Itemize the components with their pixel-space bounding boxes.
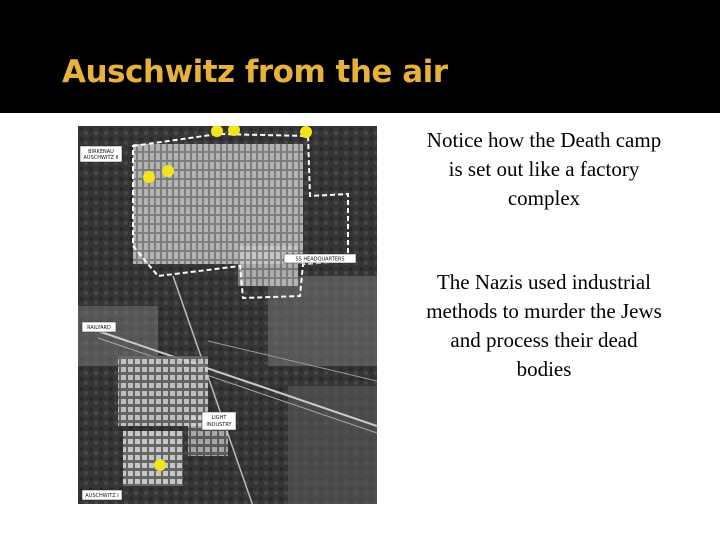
svg-text:INDUSTRY: INDUSTRY: [206, 422, 232, 428]
caption-industrial-methods: The Nazis used industrial methods to murder the Jews and process their dead bodies: [426, 270, 662, 381]
caption-factory-layout: Notice how the Death camp is set out like a factory complex: [426, 128, 662, 210]
svg-text:LIGHT: LIGHT: [211, 415, 227, 421]
label-auschwitz-i: [82, 490, 122, 500]
marker-dot: [162, 165, 174, 177]
marker-dot: [154, 459, 166, 471]
title-bar: [0, 0, 720, 113]
slide-title: Auschwitz from the air: [62, 54, 448, 90]
svg-text:AUSCHWITZ I: AUSCHWITZ I: [85, 493, 119, 499]
label-birkenau: [80, 146, 122, 162]
label-light-industry: [202, 412, 236, 430]
svg-text:AUSCHWITZ II: AUSCHWITZ II: [83, 155, 119, 161]
label-ss-headquarters: [284, 254, 356, 263]
label-railyard: [82, 322, 116, 332]
marker-dot: [143, 171, 155, 183]
svg-text:SS HEADQUARTERS: SS HEADQUARTERS: [295, 256, 345, 263]
aerial-photo: [78, 126, 377, 504]
svg-text:RAILYARD: RAILYARD: [87, 325, 111, 331]
marker-dot: [300, 126, 312, 138]
svg-text:BIRKENAU: BIRKENAU: [88, 149, 114, 155]
